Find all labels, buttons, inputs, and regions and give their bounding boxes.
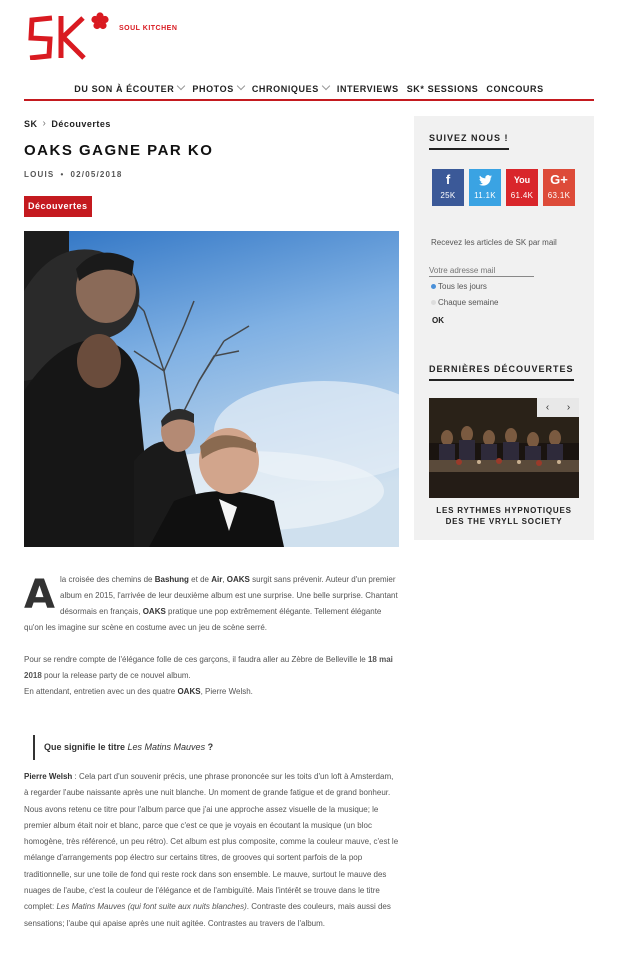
logo-sk-mark: [28, 10, 118, 60]
text-run: pour la release party de ce nouvel album.: [41, 671, 191, 680]
latest-discovery-image[interactable]: [429, 398, 579, 498]
nav-label: SK* SESSIONS: [406, 84, 479, 94]
article-meta: [24, 170, 123, 179]
text-run: : Cela part d'un souvenir précis, une phrase prononcée sur les toits d'un loft à Amsterdam, à regarder l'aube naissante après une nuit blanche. Un moment de grande fatigue et de grand bonheur. Nous avons retenu ce titre pour l'album parce que j'ai une approche assez visuelle de la musique; le premier album était noir et blanc, parce que c'est ce que je voyais en écoutant la musique (un bloc homogène, très référencé, un peu rétro). Cet album est plus composite, comme la couleur mauve, c'est le mélange d'arrangements pop électro sur certains titres, de grooves qui sortent parfois de la pop traditionnelle, sur une toile de fond qui reste rock dans son ensemble. Le mauve, surtout le mauve des nuages de l'aube, c'est la couleur de l'élégance et de l'ambiguïté. Mais l'intérêt se trouve dans le titre complet:: [24, 772, 399, 912]
bold-text: OAKS: [177, 687, 201, 696]
article-body: [24, 572, 399, 716]
question-album-title: Les Matins Mauves: [127, 742, 206, 752]
nav-item-sk-sessions[interactable]: [407, 80, 479, 99]
email-input[interactable]: [429, 264, 534, 277]
youtube-count: 61.4K: [510, 191, 534, 200]
paragraph-intro: [24, 572, 399, 636]
radio-unselected-icon: [431, 300, 436, 305]
italic-text: Les Matins Mauves (qui font suite aux nuits blanches): [56, 902, 247, 912]
article-date: 02/05/2018: [70, 170, 123, 179]
interview-answer: [24, 769, 399, 932]
nav-item-photos[interactable]: [192, 80, 243, 99]
paragraph-intro-text: [24, 572, 398, 632]
twitter-icon: [469, 169, 501, 191]
nav-item-interviews[interactable]: [337, 80, 399, 99]
breadcrumb-current[interactable]: Découvertes: [51, 118, 111, 129]
sidebar: [414, 116, 594, 540]
answer-text: [24, 772, 398, 928]
facebook-button[interactable]: [432, 169, 464, 206]
chevron-down-icon: [237, 82, 245, 90]
bold-text: OAKS: [226, 575, 250, 584]
breadcrumb-separator-icon: ›: [42, 118, 47, 129]
paragraph-interview-text: [24, 687, 253, 696]
facebook-icon: f: [445, 172, 451, 187]
nav-label: PHOTOS: [192, 84, 234, 94]
radio-weekly-label: Chaque semaine: [438, 298, 499, 307]
youtube-icon: You: [513, 175, 531, 185]
interview-question: [33, 735, 393, 760]
nav-item-concours[interactable]: [486, 80, 543, 99]
chevron-down-icon: [322, 82, 330, 90]
bold-text: 18 mai 2018: [24, 655, 393, 680]
logo-tagline: SOUL KITCHEN: [119, 25, 178, 32]
twitter-count: 11.1K: [474, 191, 496, 200]
category-tag[interactable]: Découvertes: [24, 196, 92, 217]
slider-next-icon[interactable]: ›: [566, 402, 571, 413]
text-run: pratique une pop extrêmement élégante. Tellement élégante qu'on les imagine sur scène en costume avec un jeu de scène serré.: [24, 607, 382, 632]
article-hero-photo: [24, 231, 399, 547]
facebook-count: 25K: [440, 191, 456, 200]
paragraph-interview-intro: [24, 684, 399, 700]
text-run: la croisée des chemins de: [60, 575, 155, 584]
google-plus-count: 63.1K: [547, 191, 571, 200]
paragraph-event: [24, 652, 399, 684]
twitter-button[interactable]: [469, 169, 501, 206]
nav-item-du-son[interactable]: [74, 80, 184, 99]
text-run: surgit sans prévenir. Auteur d'un premier album en 2015, l'arrivée de leur deuxième album est une surprise. Une belle surprise. Chantant désormais en français,: [60, 575, 398, 616]
nav-label: CHRONIQUES: [251, 84, 319, 94]
slider-prev-icon[interactable]: ‹: [545, 402, 550, 413]
google-plus-icon: G+: [550, 172, 568, 187]
google-plus-button[interactable]: [543, 169, 575, 206]
breadcrumb: [24, 118, 111, 129]
nav-label: CONCOURS: [486, 84, 544, 94]
nav-label: INTERVIEWS: [336, 84, 399, 94]
main-navigation: [24, 80, 594, 101]
latest-discovery-caption[interactable]: LES RYTHMES HYPNOTIQUES DES THE VRYLL SOCIETY: [436, 506, 572, 526]
dropcap: A: [24, 572, 55, 618]
nav-label: DU SON À ÉCOUTER: [74, 84, 175, 94]
radio-daily-label: Tous les jours: [438, 282, 487, 291]
radio-selected-icon: [431, 284, 436, 289]
text-run: et de: [188, 575, 212, 584]
chevron-down-icon: [177, 82, 185, 90]
article-author[interactable]: LOUIS: [24, 170, 55, 179]
text-run: , Pierre Welsh.: [200, 687, 253, 696]
latest-discoveries-title: DERNIÈRES DÉCOUVERTES: [429, 364, 574, 381]
breadcrumb-home[interactable]: SK: [24, 118, 38, 129]
text-run: Pour se rendre compte de l'élégance folle de ces garçons, il faudra aller au Zèbre de Belleville le: [24, 655, 368, 664]
question-text: Que signifie le titre: [44, 742, 128, 752]
bold-text: Air: [211, 575, 223, 584]
youtube-button[interactable]: [506, 169, 538, 206]
band-photo: [24, 231, 399, 547]
article-title: OAKS GAGNE PAR KO: [24, 142, 214, 159]
slider-nav: [537, 398, 579, 417]
radio-daily[interactable]: [431, 282, 487, 291]
text-run: En attendant, entretien avec un des quatre: [24, 687, 178, 696]
nav-item-chroniques[interactable]: [252, 80, 329, 99]
meta-separator: •: [60, 170, 65, 179]
bold-text: OAKS: [142, 607, 166, 616]
follow-us-title: SUIVEZ NOUS !: [429, 133, 509, 150]
newsletter-text: Recevez les articles de SK par mail: [431, 238, 557, 247]
text-run: . Contraste des couleurs, mais aussi des sensations; l'aube qui apaise après une nuit agitée. Contrastes au travers de l'album.: [24, 902, 391, 928]
bold-text: Pierre Welsh: [24, 772, 73, 781]
radio-weekly[interactable]: [431, 298, 498, 307]
text-run: ,: [222, 575, 227, 584]
bold-text: Bashung: [154, 575, 189, 584]
subscribe-button[interactable]: OK: [432, 316, 444, 325]
paragraph-event-text: [24, 655, 393, 680]
question-mark: ?: [205, 742, 214, 752]
site-logo[interactable]: [28, 10, 178, 60]
